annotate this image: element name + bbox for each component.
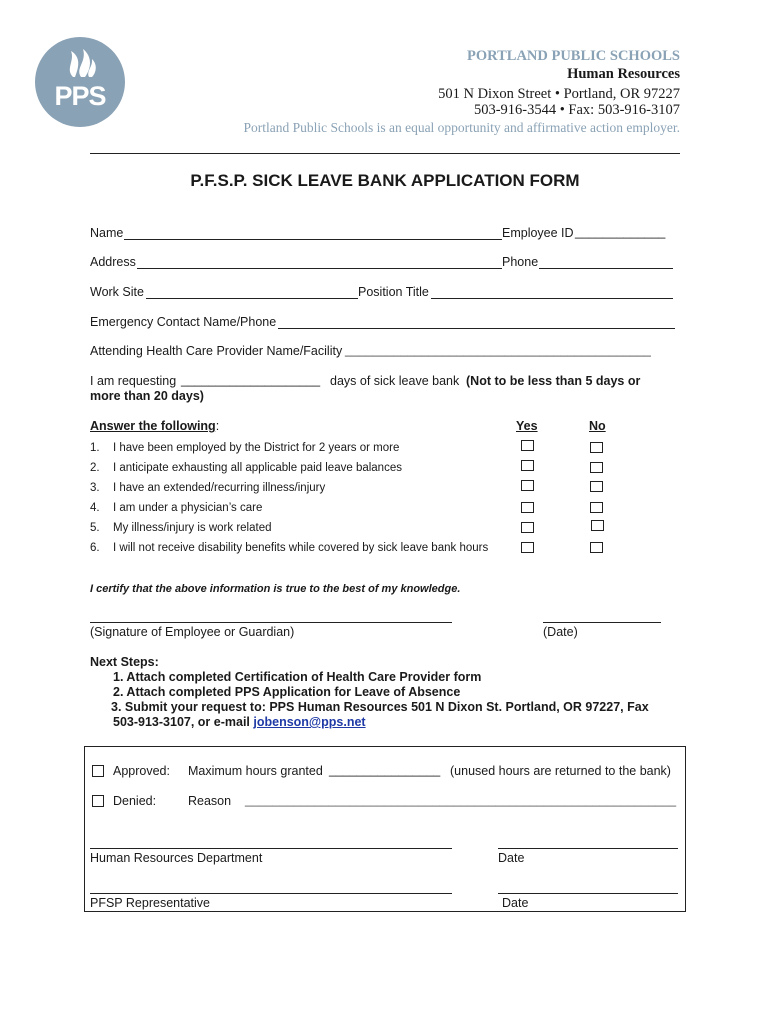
pfsp-date-label: Date xyxy=(502,896,529,910)
no-column-header: No xyxy=(589,419,606,433)
email-link[interactable]: jobenson@pps.net xyxy=(253,715,366,729)
reason-label: Reason xyxy=(188,794,232,808)
signature-date-field[interactable] xyxy=(543,622,661,623)
address-field[interactable] xyxy=(137,256,502,269)
hr-signature-field[interactable] xyxy=(90,848,452,849)
no-checkbox[interactable] xyxy=(590,462,603,473)
reason-field[interactable]: ______________________________________________________________ xyxy=(245,793,677,807)
pps-logo xyxy=(35,37,125,127)
logo-text: PPS xyxy=(54,81,106,111)
position-title-label: Position Title xyxy=(358,285,429,299)
emergency-contact-field[interactable] xyxy=(278,316,675,329)
yes-checkbox[interactable] xyxy=(521,542,534,553)
request-days-field[interactable]: ____________________ xyxy=(181,373,321,387)
question-number: 3. xyxy=(90,482,100,494)
yes-checkbox[interactable] xyxy=(521,480,534,491)
header-divider xyxy=(90,153,680,154)
questions-header xyxy=(90,419,219,433)
no-checkbox[interactable] xyxy=(590,481,603,492)
yes-checkbox[interactable] xyxy=(521,502,534,513)
request-suffix: days of sick leave bank xyxy=(330,374,460,388)
work-site-label: Work Site xyxy=(90,285,144,299)
question-text: I am under a physician’s care xyxy=(113,502,263,514)
org-name: PORTLAND PUBLIC SCHOOLS xyxy=(467,48,680,64)
phone-field[interactable] xyxy=(539,256,673,269)
form-title: P.F.S.P. SICK LEAVE BANK APPLICATION FORM xyxy=(190,171,580,190)
org-address: 501 N Dixon Street • Portland, OR 97227 xyxy=(438,86,680,102)
yes-checkbox[interactable] xyxy=(521,522,534,533)
yes-checkbox[interactable] xyxy=(521,440,534,451)
next-step-1: 1. Attach completed Certification of Health Care Provider form xyxy=(113,670,482,684)
hr-date-field[interactable] xyxy=(498,848,678,849)
next-step-2: 2. Attach completed PPS Application for Leave of Absence xyxy=(113,685,461,699)
pfsp-representative-label: PFSP Representative xyxy=(90,896,210,910)
name-field[interactable] xyxy=(124,227,502,240)
no-checkbox[interactable] xyxy=(590,442,603,453)
address-label: Address xyxy=(90,255,136,269)
request-prefix: I am requesting xyxy=(90,374,177,388)
question-text: My illness/injury is work related xyxy=(113,522,272,534)
max-hours-label: Maximum hours granted xyxy=(188,764,323,778)
questions-header-colon: : xyxy=(215,419,220,433)
org-phone: 503-916-3544 • Fax: 503-916-3107 xyxy=(473,102,680,118)
yes-checkbox[interactable] xyxy=(521,460,534,471)
signature-date-label: (Date) xyxy=(543,625,578,639)
question-number: 2. xyxy=(90,462,100,474)
next-steps-heading: Next Steps: xyxy=(90,655,159,669)
no-checkbox[interactable] xyxy=(590,542,603,553)
no-checkbox[interactable] xyxy=(590,502,603,513)
hr-department-label: Human Resources Department xyxy=(90,851,263,865)
provider-field[interactable]: ____________________________________________ xyxy=(345,343,651,357)
pfsp-date-field[interactable] xyxy=(498,893,678,894)
next-step-3-fax: 503-913-3107, or e-mail xyxy=(113,715,250,729)
question-text: I anticipate exhausting all applicable paid leave balances xyxy=(113,462,402,474)
next-step-3-cont xyxy=(113,715,366,729)
hr-date-label: Date xyxy=(498,851,525,865)
question-text: I have an extended/recurring illness/injury xyxy=(113,482,326,494)
unused-hours-note: (unused hours are returned to the bank) xyxy=(450,764,671,778)
question-number: 5. xyxy=(90,522,100,534)
position-title-field[interactable] xyxy=(431,286,673,299)
pfsp-signature-field[interactable] xyxy=(90,893,452,894)
denied-label: Denied: xyxy=(113,794,157,808)
yes-column-header: Yes xyxy=(516,419,538,433)
signature-field[interactable] xyxy=(90,622,452,623)
approved-label: Approved: xyxy=(113,764,170,778)
eoe-statement: Portland Public Schools is an equal opportunity and affirmative action employer. xyxy=(243,120,680,135)
provider-label: Attending Health Care Provider Name/Facility xyxy=(90,344,343,358)
question-text: I have been employed by the District for 2 years or more xyxy=(113,442,400,454)
request-note-line2: more than 20 days) xyxy=(90,389,204,403)
signature-label: (Signature of Employee or Guardian) xyxy=(90,625,295,639)
work-site-field[interactable] xyxy=(146,286,358,299)
question-number: 4. xyxy=(90,502,100,514)
next-step-3: 3. Submit your request to: PPS Human Resources 501 N Dixon St. Portland, OR 97227, Fax xyxy=(111,700,649,714)
emergency-contact-label: Emergency Contact Name/Phone xyxy=(90,315,277,329)
department-name: Human Resources xyxy=(567,66,680,82)
certification-statement: I certify that the above information is true to the best of my knowledge. xyxy=(90,583,461,595)
name-label: Name xyxy=(90,226,124,240)
denied-checkbox[interactable] xyxy=(92,795,104,807)
request-note-line1: (Not to be less than 5 days or xyxy=(466,374,641,388)
phone-label: Phone xyxy=(502,255,539,269)
no-checkbox[interactable] xyxy=(591,520,604,531)
questions-header-text: Answer the following xyxy=(90,419,216,433)
question-number: 1. xyxy=(90,442,100,454)
question-text: I will not receive disability benefits while covered by sick leave bank hours xyxy=(113,542,489,554)
employee-id-field[interactable]: _____________ xyxy=(575,225,666,239)
employee-id-label: Employee ID xyxy=(502,226,574,240)
approved-checkbox[interactable] xyxy=(92,765,104,777)
max-hours-field[interactable]: ________________ xyxy=(329,763,441,777)
question-number: 6. xyxy=(90,542,100,554)
